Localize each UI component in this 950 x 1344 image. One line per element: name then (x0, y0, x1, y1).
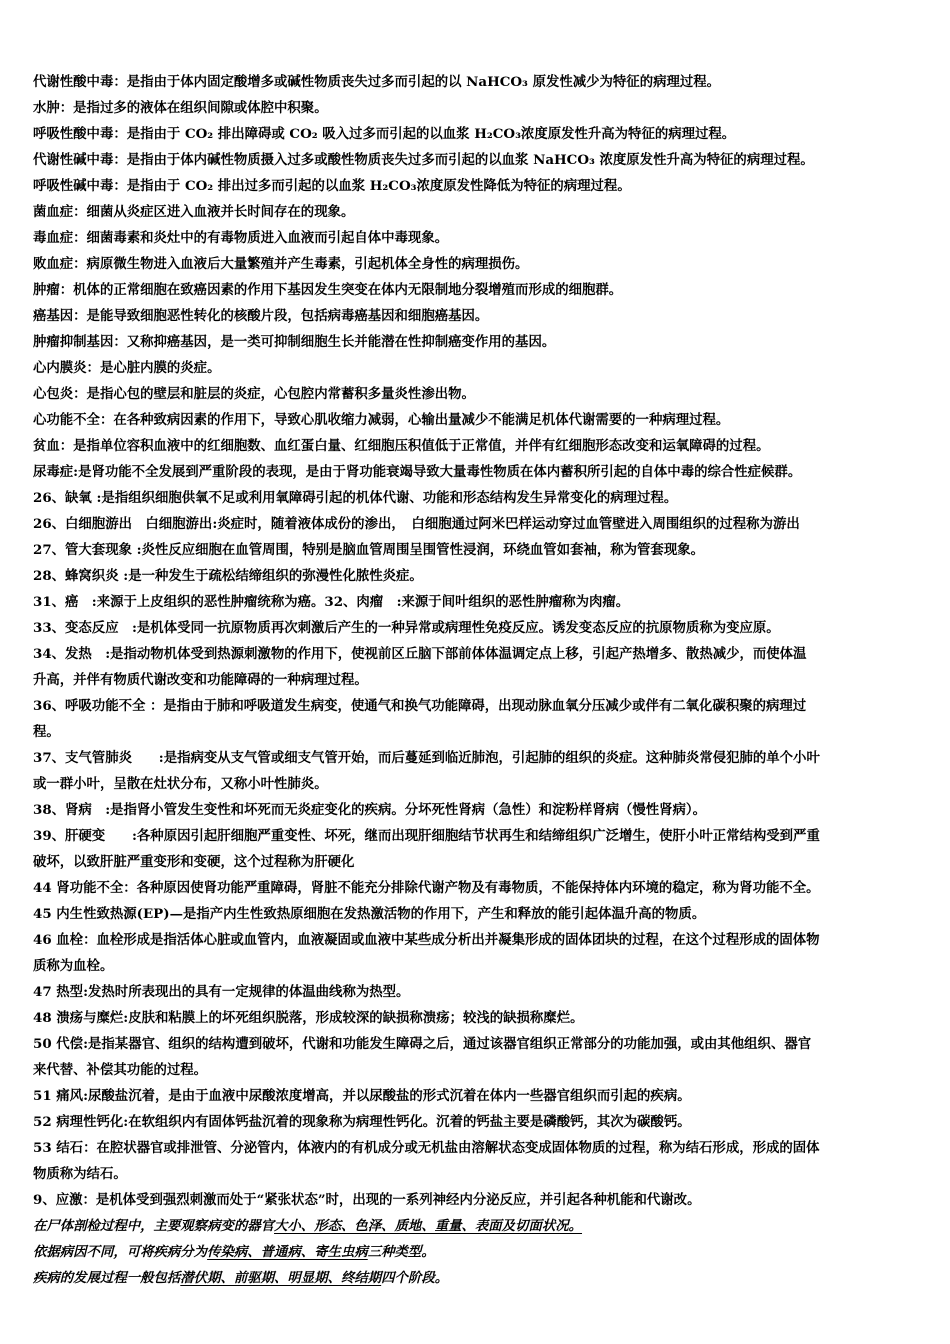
text-line: 37、支气管肺炎 :是指病变从支气管或细支气管开始，而后蔓延到临近肺泡，引起肺的组织的炎症。这种肺炎常侵犯肺的单个小叶 (33, 750, 820, 766)
text-line: 38、肾病 :是指肾小管发生变性和坏死而无炎症变化的疾病。分坏死性肾病（急性）和淀粉样肾病（慢性肾病）。 (33, 802, 707, 818)
text-line: 肿瘤：机体的正常细胞在致癌因素的作用下基因发生突变在体内无限制地分裂增殖而形成的细胞群。 (33, 282, 623, 298)
text-line: 28、蜂窝织炎 :是一种发生于疏松结缔组织的弥漫性化脓性炎症。 (33, 568, 423, 584)
text-line: 肿瘤抑制基因：又称抑癌基因，是一类可抑制细胞生长并能潜在性抑制癌变作用的基因。 (33, 334, 556, 350)
text-line: 在尸体剖检过程中，主要观察病变的器官大小、形态、色泽、质地、重量、表面及切面状况。 (33, 1218, 583, 1234)
text-line: 疾病的发展过程一般包括潜伏期、前驱期、明显期、终结期四个阶段。 (33, 1270, 449, 1286)
text-line: 52 病理性钙化:在软组织内有固体钙盐沉着的现象称为病理性钙化。沉着的钙盐主要是磷酸钙，其次为碳酸钙。 (33, 1114, 691, 1130)
text-line: 50 代偿:是指某器官、组织的结构遭到破坏，代谢和功能发生障碍之后，通过该器官组织正常部分的功能加强，或由其他组织、器官 (33, 1036, 812, 1052)
text-line: 36、呼吸功能不全 ：是指由于肺和呼吸道发生病变，使通气和换气功能障碍，出现动脉血氧分压减少或伴有二氧化碳积聚的病理过 (33, 698, 807, 714)
text-line: 26、缺氧 :是指组织细胞供氧不足或利用氧障碍引起的机体代谢、功能和形态结构发生异常变化的病理过程。 (33, 490, 678, 506)
text-line: 败血症：病原微生物进入血液后大量繁殖并产生毒素，引起机体全身性的病理损伤。 (33, 256, 529, 272)
text-line: 升高，并伴有物质代谢改变和功能障碍的一种病理过程。 (33, 672, 368, 688)
text-line: 39、肝硬变 :各种原因引起肝细胞严重变性、坏死，继而出现肝细胞结节状再生和结缔组织广泛增生，使肝小叶正常结构受到严重 (33, 828, 820, 844)
text-line: 34、发热 :是指动物机体受到热源刺激物的作用下，使视前区丘脑下部前体体温调定点上移，引起产热增多、散热减少，而使体温 (33, 646, 807, 662)
text-line: 贫血：是指单位容积血液中的红细胞数、血红蛋白量、红细胞压积值低于正常值，并伴有红细胞形态改变和运氧障碍的过程。 (33, 438, 770, 454)
text-line: 代谢性酸中毒：是指由于体内固定酸增多或碱性物质丧失过多而引起的以 NaHCO₃ 原发性减少为特征的病理过程。 (33, 74, 721, 90)
text-line: 47 热型:发热时所表现出的具有一定规律的体温曲线称为热型。 (33, 984, 410, 1000)
text-line: 代谢性碱中毒：是指由于体内碱性物质摄入过多或酸性物质丧失过多而引起的以血浆 NaHCO₃ 浓度原发性升高为特征的病理过程。 (33, 152, 814, 168)
text-line: 水肿：是指过多的液体在组织间隙或体腔中积聚。 (33, 100, 328, 116)
text-line: 45 内生性致热源(EP)—是指产内生性致热原细胞在发热激活物的作用下，产生和释放的能引起体温升高的物质。 (33, 906, 706, 922)
text-line: 9、应激：是机体受到强烈刺激而处于“紧张状态”时，出现的一系列神经内分泌反应，并引起各种机能和代谢改。 (33, 1192, 701, 1208)
text-line: 44 肾功能不全：各种原因使肾功能严重障碍，肾脏不能充分排除代谢产物及有毒物质，不能保持体内环境的稳定，称为肾功能不全。 (33, 880, 820, 896)
text-line: 或一群小叶，呈散在灶状分布，又称小叶性肺炎。 (33, 776, 328, 792)
text-line: 33、变态反应 :是机体受同一抗原物质再次刺激后产生的一种异常或病理性免疫反应。诱发变态反应的抗原物质称为变应原。 (33, 620, 780, 636)
text-line: 心内膜炎：是心脏内膜的炎症。 (33, 360, 221, 376)
text-line: 53 结石：在腔状器官或排泄管、分泌管内，体液内的有机成分或无机盐由溶解状态变成固体物质的过程，称为结石形成，形成的固体 (33, 1140, 820, 1156)
text-line: 癌基因：是能导致细胞恶性转化的核酸片段，包括病毒癌基因和细胞癌基因。 (33, 308, 489, 324)
text-line: 26、白细胞游出 白细胞游出:炎症时，随着液体成份的渗出， 白细胞通过阿米巴样运动穿过血管壁进入周围组织的过程称为游出 (33, 516, 800, 532)
text-line: 质称为血栓。 (33, 958, 114, 974)
text-line: 程。 (33, 724, 60, 740)
text-line: 破坏，以致肝脏严重变形和变硬，这个过程称为肝硬化 (33, 854, 355, 870)
text-line: 心包炎：是指心包的壁层和脏层的炎症，心包腔内常蓄积多量炎性渗出物。 (33, 386, 475, 402)
text-line: 呼吸性碱中毒：是指由于 CO₂ 排出过多而引起的以血浆 H₂CO₃浓度原发性降低为特征的病理过程。 (33, 178, 631, 194)
text-line: 物质称为结石。 (33, 1166, 127, 1182)
text-line: 尿毒症:是肾功能不全发展到严重阶段的表现，是由于肾功能衰竭导致大量毒性物质在体内蓄积所引起的自体中毒的综合性症候群。 (33, 464, 802, 480)
text-line: 依据病因不同，可将疾病分为传染病、普通病、寄生虫病三种类型。 (33, 1244, 435, 1260)
text-line: 27、管大套现象 :炎性反应细胞在血管周围，特别是脑血管周围呈围管性浸润，环绕血管如套袖，称为管套现象。 (33, 542, 704, 558)
text-line: 呼吸性酸中毒：是指由于 CO₂ 排出障碍或 CO₂ 吸入过多而引起的以血浆 H₂CO₃浓度原发性升高为特征的病理过程。 (33, 126, 736, 142)
text-line: 31、癌 :来源于上皮组织的恶性肿瘤统称为癌。32、肉瘤 :来源于间叶组织的恶性肿瘤称为肉瘤。 (33, 594, 630, 610)
text-line: 46 血栓：血栓形成是指活体心脏或血管内，血液凝固或血液中某些成分析出并凝集形成的固体团块的过程，在这个过程形成的固体物 (33, 932, 820, 948)
text-line: 来代替、补偿其功能的过程。 (33, 1062, 208, 1078)
text-line: 48 溃疡与糜烂:皮肤和粘膜上的坏死组织脱落，形成较深的缺损称溃疡；较浅的缺损称糜烂。 (33, 1010, 584, 1026)
text-line: 51 痛风:尿酸盐沉着，是由于血液中尿酸浓度增高，并以尿酸盐的形式沉着在体内一些器官组织而引起的疾病。 (33, 1088, 691, 1104)
text-line: 心功能不全：在各种致病因素的作用下，导致心肌收缩力减弱，心输出量减少不能满足机体代谢需要的一种病理过程。 (33, 412, 730, 428)
text-line: 菌血症：细菌从炎症区进入血液并长时间存在的现象。 (33, 204, 355, 220)
text-line: 毒血症：细菌毒素和炎灶中的有毒物质进入血液而引起自体中毒现象。 (33, 230, 449, 246)
